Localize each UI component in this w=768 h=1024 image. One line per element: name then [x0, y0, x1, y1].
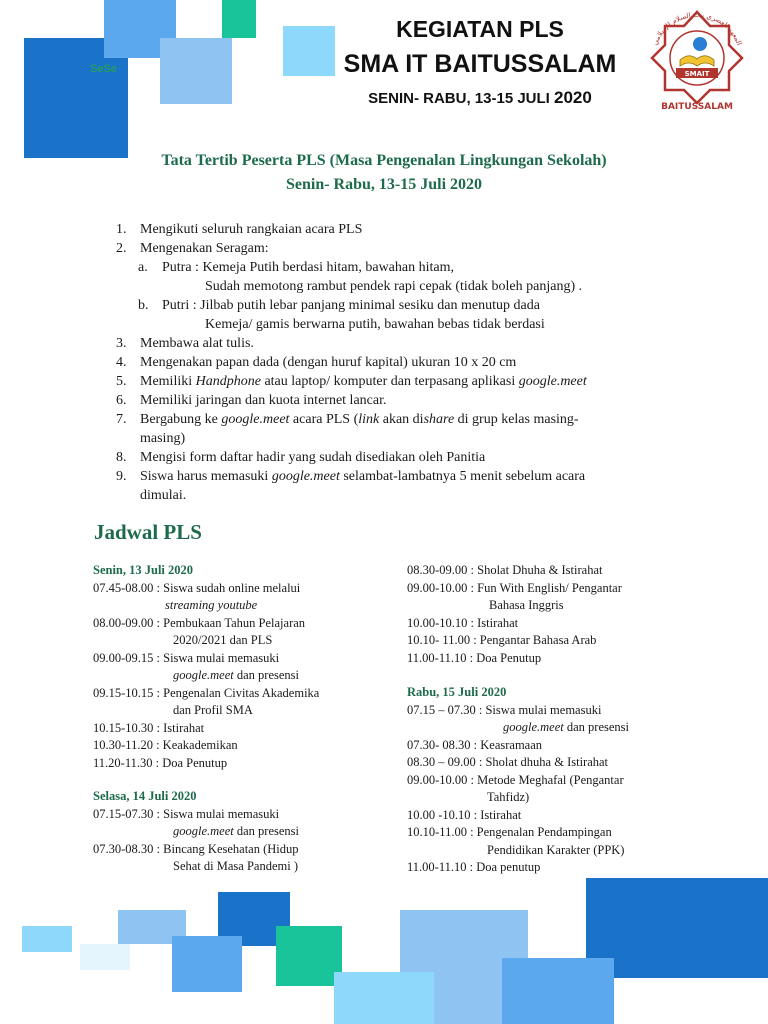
schedule-entry: 08.00-09.00 : Pembukaan Tahun Pelajaran 2020/2021 dan PLS	[93, 615, 306, 647]
schedule-entry: 07.15-07.30 : Siswa mulai memasuki google.meet dan presensi	[93, 806, 300, 838]
rules-subtitle: Senin- Rabu, 13-15 Juli 2020	[285, 176, 483, 193]
schedule-entry: 11.20-11.30 : Doa Penutup	[93, 755, 228, 770]
deco-square	[334, 972, 434, 1024]
schedule-entry: 10.15-10.30 : Istirahat	[93, 720, 205, 735]
schedule-entry: 11.00-11.10 : Doa Penutup	[407, 650, 542, 665]
header-school: SMA IT BAITUSSALAM	[343, 50, 617, 78]
list-item: 3. Membawa alat tulis.	[116, 336, 254, 351]
list-item: 6. Memiliki jaringan dan kuota internet lancar.	[116, 393, 387, 408]
schedule-entry: 09.00-09.15 : Siswa mulai memasuki google.meet dan presensi	[93, 650, 300, 682]
schedule-left-column	[93, 562, 393, 876]
list-item: a. Putra : Kemeja Putih berdasi hitam, bawahan hitam, Sudah memotong rambut pendek rapi cepak (tidak boleh panjang) .	[138, 260, 583, 294]
schedule-entry: 10.10-11.00 : Pengenalan Pendampingan Pendidikan Karakter (PPK)	[407, 825, 625, 857]
schedule-entry: 07.15 – 07.30 : Siswa mulai memasuki google.meet dan presensi	[407, 702, 630, 734]
deco-square	[172, 936, 242, 992]
list-item: 1. Mengikuti seluruh rangkaian acara PLS	[116, 222, 363, 237]
deco-square	[160, 38, 232, 104]
schedule-entry: 09.00-10.00 : Metode Meghafal (Pengantar Tahfidz)	[407, 772, 624, 804]
schedule-right-column	[407, 562, 707, 877]
list-item: 5. Memiliki Handphone atau laptop/ komputer dan terpasang aplikasi google.meet	[116, 374, 587, 389]
list-item: b. Putri : Jilbab putih lebar panjang minimal sesiku dan menutup dada Kemeja/ gamis berwarna putih, bawahan bebas tidak berdasi	[138, 298, 545, 332]
schedule-entry: 07.30- 08.30 : Keasramaan	[407, 737, 543, 752]
day-heading: Senin, 13 Juli 2020	[93, 563, 194, 577]
list-item: 4. Mengenakan papan dada (dengan huruf kapital) ukuran 10 x 20 cm	[116, 355, 517, 370]
svg-text:SMAIT: SMAIT	[684, 70, 710, 78]
schedule-title: Jadwal PLS	[94, 520, 202, 544]
day-heading: Rabu, 15 Juli 2020	[407, 685, 507, 699]
list-item: 8. Mengisi form daftar hadir yang sudah disediakan oleh Panitia	[116, 450, 486, 465]
list-item: 2. Mengenakan Seragam:	[116, 241, 269, 256]
deco-square	[276, 926, 342, 986]
schedule-entry: 07.45-08.00 : Siswa sudah online melalui streaming youtube	[93, 580, 301, 612]
deco-square	[283, 26, 335, 76]
header-date: SENIN- RABU, 13-15 JULI 2020	[368, 88, 592, 107]
deco-square	[22, 926, 72, 952]
schedule-entry: 09.15-10.15 : Pengenalan Civitas Akademika dan Profil SMA	[93, 685, 320, 717]
list-item: 9. Siswa harus memasuki google.meet selambat-lambatnya 5 menit sebelum acara dimulai.	[116, 469, 586, 503]
day-heading: Selasa, 14 Juli 2020	[93, 789, 197, 803]
schedule-entry: 10.00-10.10 : Istirahat	[407, 615, 519, 630]
schedule-entry: 08.30-09.00 : Sholat Dhuha & Istirahat	[407, 563, 603, 577]
svg-text:BAITUSSALAM: BAITUSSALAM	[661, 102, 733, 112]
school-logo	[632, 4, 762, 112]
schedule-entry: 11.00-11.10 : Doa penutup	[407, 860, 541, 874]
deco-square	[80, 944, 130, 970]
rules-title: Tata Tertib Peserta PLS (Masa Pengenalan Lingkungan Sekolah)	[161, 152, 607, 169]
schedule-entry: 08.30 – 09.00 : Sholat dhuha & Istirahat	[407, 755, 609, 769]
deco-square	[502, 958, 614, 1024]
watermark-text: SeSe	[90, 63, 117, 75]
svg-text:المعهد العصري بيت السلام الإسل: المعهد العصري بيت السلام الإسلامي	[650, 10, 744, 47]
header-title: KEGIATAN PLS	[396, 16, 564, 42]
schedule-entry: 10.00 -10.10 : Istirahat	[407, 807, 522, 822]
rules-list	[116, 220, 656, 505]
deco-square	[222, 0, 256, 38]
schedule-entry: 10.30-11.20 : Keakademikan	[93, 738, 238, 752]
schedule-entry: 10.10- 11.00 : Pengantar Bahasa Arab	[407, 633, 597, 647]
schedule-entry: 07.30-08.30 : Bincang Kesehatan (Hidup Sehat di Masa Pandemi )	[93, 841, 299, 873]
schedule-entry: 09.00-10.00 : Fun With English/ Pengantar Bahasa Inggris	[407, 580, 622, 612]
list-item: 7. Bergabung ke google.meet acara PLS (link akan dishare di grup kelas masing- masing)	[116, 412, 579, 446]
